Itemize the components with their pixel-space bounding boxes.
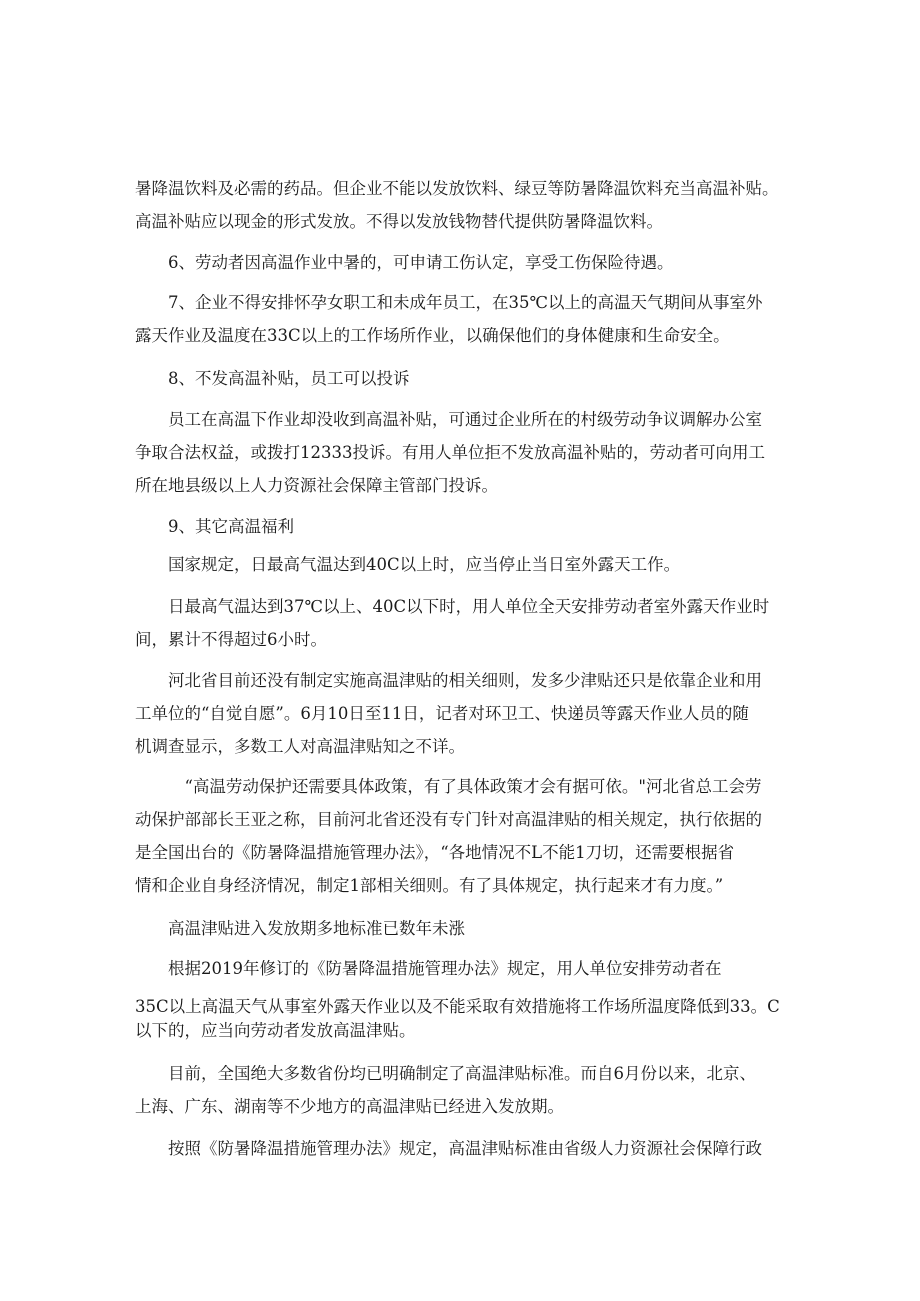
paragraph-standard: 按照《防暑降温措施管理办法》规定，高温津贴标准由省级人力资源社会保障行政 [168,1139,762,1158]
paragraph-line: 高温补贴应以现金的形式发放。不得以发放钱物替代提供防暑降温饮料。 [135,212,663,231]
paragraph-line: 争取合法权益，或拨打12333投诉。有用人单位拒不发放高温补贴的，劳动者可向用工 [135,443,765,462]
paragraph-item-7 [135,286,805,352]
paragraph-line: 目前，全国绝大多数省份均已明确制定了高温津贴标准。而自6月份以来，北京、 [168,1064,756,1083]
paragraph-item-6: 6、劳动者因高温作业中暑的，可申请工伤认定，享受工伤保险待遇。 [168,253,674,272]
paragraph-line: 上海、广东、湖南等不少地方的高温津贴已经进入发放期。 [135,1097,564,1116]
paragraph-line: 机调查显示，多数工人对高温津贴知之不详。 [135,737,465,756]
heading-item-8: 8、不发高温补贴，员工可以投诉 [168,369,410,388]
paragraph-line: 暑降温饮料及必需的药品。但企业不能以发放饮料、绿豆等防暑降温饮料充当高温补贴。 [135,179,779,198]
paragraph-hebei [135,664,805,763]
heading-item-9: 9、其它高温福利 [168,517,294,536]
paragraph-quote [135,770,805,902]
paragraph-line: 工单位的“自觉自愿”。6月10日至11日，记者对环卫工、快递员等露天作业人员的随 [135,704,749,723]
paragraph-line: 员工在高温下作业却没收到高温补贴，可通过企业所在的村级劳动争议调解办公室 [168,410,762,429]
paragraph-complaint [135,403,805,502]
paragraph-line: 露天作业及温度在33C以上的工作场所作业，以确保他们的身体健康和生命安全。 [135,326,730,345]
paragraph-line: 间，累计不得超过6小时。 [135,630,327,649]
paragraph-beverages [135,172,805,238]
paragraph-current [135,1057,805,1123]
paragraph-line: 情和企业自身经济情况，制定1部相关细则。有了具体规定，执行起来才有力度。” [135,876,724,895]
paragraph-line: 7、企业不得安排怀孕女职工和未成年员工，在35℃以上的高温天气期间从事室外 [168,293,763,312]
paragraph-35c [135,995,805,1043]
paragraph-line: “高温劳动保护还需要具体政策，有了具体政策才会有据可依。"河北省总工会劳 [184,777,762,796]
paragraph-line: 是全国出台的《防暑降温措施管理办法》，“各地情况不L不能1刀切，还需要根据省 [135,843,735,862]
paragraph-line: 所在地县级以上人力资源社会保障主管部门投诉。 [135,476,498,495]
paragraph-37-degrees [135,590,805,656]
paragraph-line: 35C以上高温天气从事室外露天作业以及不能采取有效措施将工作场所温度降低到33。C [135,997,780,1016]
paragraph-regulation: 根据2019年修订的《防暑降温措施管理办法》规定，用人单位安排劳动者在 [168,959,722,978]
paragraph-line: 以下的，应当向劳动者发放高温津贴。 [135,1021,416,1040]
subheading-allowance: 高温津贴进入发放期多地标准已数年未涨 [168,919,465,938]
paragraph-line: 河北省目前还没有制定实施高温津贴的相关细则，发多少津贴还只是依靠企业和用 [168,671,762,690]
paragraph-line: 日最高气温达到37℃以上、40C以下时，用人单位全天安排劳动者室外露天作业时 [168,597,770,616]
paragraph-national-rule: 国家规定，日最高气温达到40C以上时，应当停止当日室外露天工作。 [168,555,681,574]
paragraph-line: 动保护部部长王亚之称，目前河北省还没有专门针对高温津贴的相关规定，执行依据的 [135,810,762,829]
